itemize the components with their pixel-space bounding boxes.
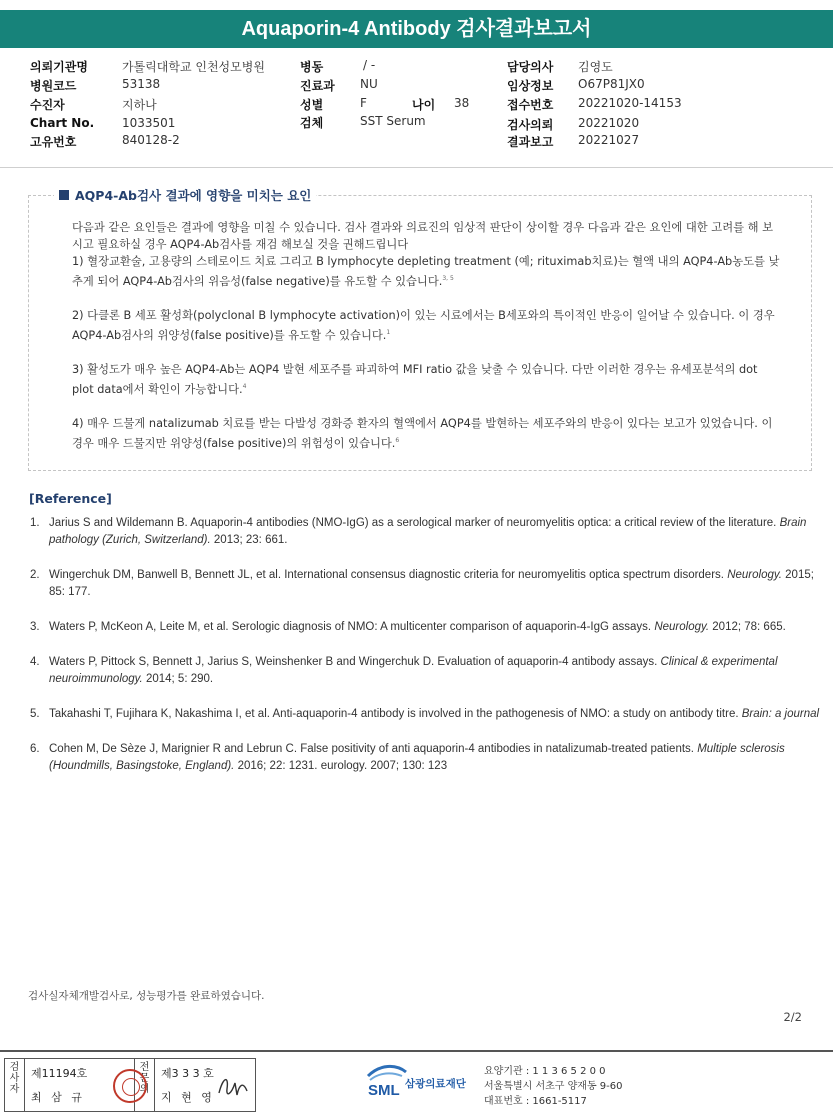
seal-stamp-icon <box>113 1069 147 1103</box>
factor-item-3: 3) 활성도가 매우 높은 AQP4-Ab는 AQP4 발현 세포주를 파괴하여 MFI ratio 값을 낮출 수 있습니다. 다만 이러한 경우는 유세포분석의 dot plot data에서 확인이 가능합니다.$^4$ <box>72 363 758 396</box>
ward-value: / - <box>363 58 376 72</box>
reference-list <box>30 515 830 793</box>
request-date-label: 검사의뢰 <box>507 118 554 132</box>
examiner-license: 제11194호 <box>31 1067 88 1080</box>
chart-no-label: Chart No. <box>30 116 95 130</box>
signature-scribble-icon <box>215 1071 251 1101</box>
hospital-code-value: 53138 <box>122 77 161 91</box>
report-date-value: 20221027 <box>578 133 640 147</box>
age-value: 38 <box>454 96 470 110</box>
unique-no-value: 840128-2 <box>122 133 180 147</box>
examiner-name: 최 삼 규 <box>31 1091 85 1104</box>
sex-value: F <box>360 96 367 110</box>
age-label: 나이 <box>412 98 436 112</box>
specimen-value: SST Serum <box>360 114 426 128</box>
receipt-no-label: 접수번호 <box>507 98 554 112</box>
hospital-value: 가톨릭대학교 인천성모병원 <box>122 60 265 74</box>
signature-box <box>4 1058 256 1112</box>
report-title: Aquaporin-4 Antibody 검사결과보고서 <box>0 10 833 48</box>
reviewer-cell <box>155 1059 255 1111</box>
report-date-label: 결과보고 <box>507 135 554 149</box>
factors-title <box>54 186 316 204</box>
doctor-label: 담당의사 <box>507 60 554 74</box>
examiner-cell <box>25 1059 135 1111</box>
receipt-no-value: 20221020-14153 <box>578 96 682 110</box>
reference-item: 1. Jarius S and Wildemann B. Aquaporin-4 antibodies (NMO-IgG) as a serological marker of neuromyelitis optica: a critical review of the literature. Brain pathology (Zurich, Switzerland). 2013; 23: 661. <box>30 517 807 546</box>
reference-item: 4. Waters P, Pittock S, Bennett J, Jarius S, Weinshenker B and Wingerchuk D. Evaluation of aquaporin-4 antibody assays. Clinical & experimental neuroimmunology. 2014; 5: 290. <box>30 656 778 685</box>
svg-text:SML: SML <box>368 1082 400 1099</box>
factor-item-2: 2) 다클론 B 세포 활성화(polyclonal B lymphocyte activation)이 있는 시료에서는 B세포와의 특이적인 반응이 일어날 수 있습니다. 이 경우 AQP4-Ab검사의 위양성(false positive)를 유도할 수 있습니다.$^1$ <box>72 309 775 342</box>
clinical-info-label: 임상정보 <box>507 79 554 93</box>
square-bullet-icon <box>59 190 69 200</box>
reference-item: 5. Takahashi T, Fujihara K, Nakashima I, et al. Anti-aquaporin-4 antibody is involved in the pathogenesis of NMO: a study on antibody titre. Brain: a journal <box>30 708 820 720</box>
org-address: 서울특별시 서초구 양재동 9-60 <box>484 1081 623 1092</box>
clinical-info-value: O67P81JX0 <box>578 77 645 91</box>
reference-title: [Reference] <box>29 491 112 506</box>
chart-no-value: 1033501 <box>122 116 176 130</box>
patient-value: 지하나 <box>122 98 157 112</box>
hospital-code-label: 병원코드 <box>30 79 77 93</box>
header-divider <box>0 167 833 168</box>
factors-title-text: AQP4-Ab검사 결과에 영향을 미치는 요인 <box>75 188 312 203</box>
factors-body <box>72 219 780 452</box>
ward-label: 병동 <box>300 60 324 74</box>
factor-item-4: 4) 매우 드물게 natalizumab 치료를 받는 다발성 경화증 환자의 혈액에서 AQP4를 발현하는 세포주와의 반응이 있다는 보고가 있었습니다. 이 경우 매우 드물지만 위양성(false positive)의 위험성이 있습니다.$^6$ <box>72 417 773 450</box>
sex-label: 성별 <box>300 98 324 112</box>
factors-intro: 다음과 같은 요인들은 결과에 영향을 미칠 수 있습니다. 검사 결과와 의료진의 임상적 판단이 상이할 경우 다음과 같은 요인에 대한 고려를 해 보시고 필요하실 경우 AQP4-Ab검사를 재검 해보실 것을 권해드립니다 <box>72 221 774 251</box>
reviewer-side-label: 전문의 <box>135 1059 155 1111</box>
reviewer-name: 지 현 영 <box>161 1091 215 1104</box>
org-code: 요양기관 : 1 1 3 6 5 2 0 0 <box>484 1066 606 1077</box>
reference-item: 6. Cohen M, De Sèze J, Marignier R and Lebrun C. False positivity of anti aquaporin-4 antibodies in natalizumab-treated patients. Multiple sclerosis (Houndmills, Basingstoke, England). 2016; 22: 1231. eurology. 2007; 130: 123 <box>30 743 785 772</box>
department-label: 진료과 <box>300 79 335 93</box>
reference-item: 3. Waters P, McKeon A, Leite M, et al. Serologic diagnosis of NMO: A multicenter comparison of aquaporin-4-IgG assays. Neurology. 2012; 78: 665. <box>30 621 786 633</box>
footer-divider <box>0 1050 833 1052</box>
request-date-value: 20221020 <box>578 116 640 130</box>
org-phone: 대표번호 : 1661-5117 <box>484 1096 587 1107</box>
org-name: 삼광의료재단 <box>405 1078 466 1090</box>
hospital-label: 의뢰기관명 <box>30 60 88 74</box>
reference-item: 2. Wingerchuk DM, Banwell B, Bennett JL, et al. International consensus diagnostic criteria for neuromyelitis optica spectrum disorders. Neurology. 2015; 85: 177. <box>30 569 814 598</box>
patient-label: 수진자 <box>30 98 65 112</box>
examiner-side-label: 검사자 <box>5 1059 25 1111</box>
specimen-label: 검체 <box>300 116 324 130</box>
page-number: 2/2 <box>783 1010 802 1024</box>
department-value: NU <box>360 77 378 91</box>
factor-item-1: 1) 혈장교환술, 고용량의 스테로이드 치료 그리고 B lymphocyte depleting treatment (예; rituximab치료)는 혈액 내의 AQP4-Ab농도를 낮추게 되어 AQP4-Ab검사의 위음성(false negative)를 유도할 수 있습니다.$^{3, 5}$ <box>72 255 780 288</box>
unique-no-label: 고유번호 <box>30 135 77 149</box>
doctor-value: 김영도 <box>578 60 613 74</box>
validation-footnote: 검사실자체개발검사로, 성능평가를 완료하였습니다. <box>28 990 265 1002</box>
org-info <box>484 1064 623 1109</box>
reviewer-license: 제3 3 3 호 <box>161 1067 214 1080</box>
patient-info-block <box>30 58 820 152</box>
